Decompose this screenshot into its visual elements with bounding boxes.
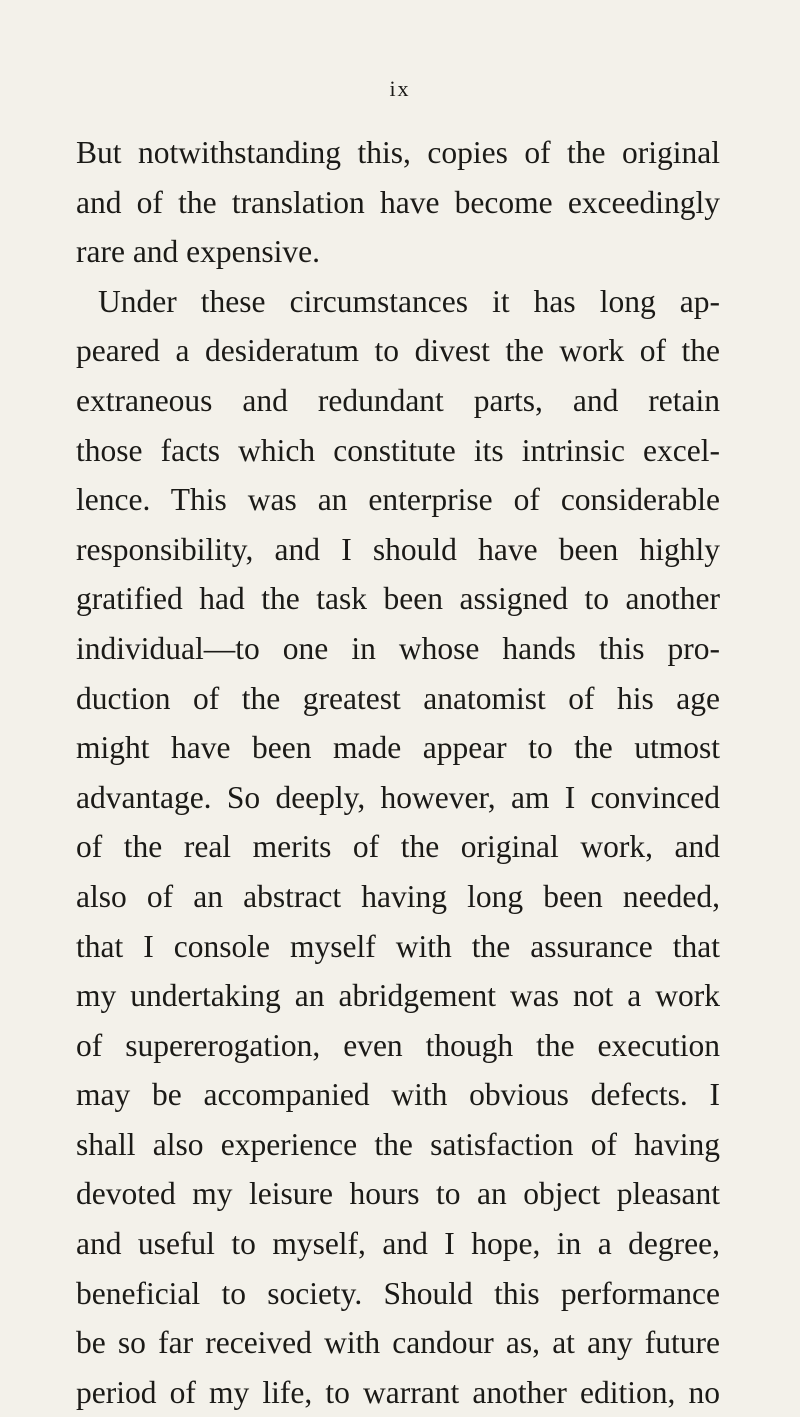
text-line-12: duction of the greatest anatomist of his age [76, 680, 720, 716]
text-line-18: my undertaking an abridgement was not a work [76, 978, 720, 1014]
text-line-9: responsibility, and I should have been highly [76, 531, 720, 567]
text-line-11: individual—to one in whose hands this pro- [76, 630, 720, 666]
text-line-4: Under these circumstances it has long ap- [98, 283, 720, 319]
text-line-26: period of my life, to warrant another edition, no [76, 1374, 720, 1410]
text-line-22: devoted my leisure hours to an object pleasant [76, 1176, 720, 1212]
text-line-24: beneficial to society. Should this performance [76, 1275, 720, 1311]
text-line-10: gratified had the task been assigned to another [76, 581, 720, 617]
text-line-2: and of the translation have become exceedingly [76, 184, 720, 220]
text-line-5: peared a desideratum to divest the work of the [76, 333, 720, 369]
text-line-23: and useful to myself, and I hope, in a degree, [76, 1226, 720, 1262]
text-line-16: also of an abstract having long been needed, [76, 878, 720, 914]
text-line-25: be so far received with candour as, at any future [76, 1325, 720, 1361]
page-number: ix [389, 76, 411, 101]
text-line-3: rare and expensive. [76, 234, 321, 270]
text-line-8: lence. This was an enterprise of considerable [76, 482, 720, 518]
text-line-21: shall also experience the satisfaction of having [76, 1126, 720, 1162]
text-line-15: of the real merits of the original work, and [76, 829, 720, 865]
text-line-13: might have been made appear to the utmost [76, 730, 720, 766]
text-line-7: those facts which constitute its intrinsic excel- [76, 432, 720, 468]
text-line-17: that I console myself with the assurance that [76, 928, 720, 964]
text-line-6: extraneous and redundant parts, and retain [76, 382, 720, 418]
text-line-19: of supererogation, even though the execution [76, 1027, 720, 1063]
text-line-20: may be accompanied with obvious defects. I [76, 1077, 720, 1113]
text-line-14: advantage. So deeply, however, am I convinced [76, 779, 720, 815]
text-line-1: But notwithstanding this, copies of the original [76, 135, 720, 170]
body-text [76, 128, 720, 1417]
